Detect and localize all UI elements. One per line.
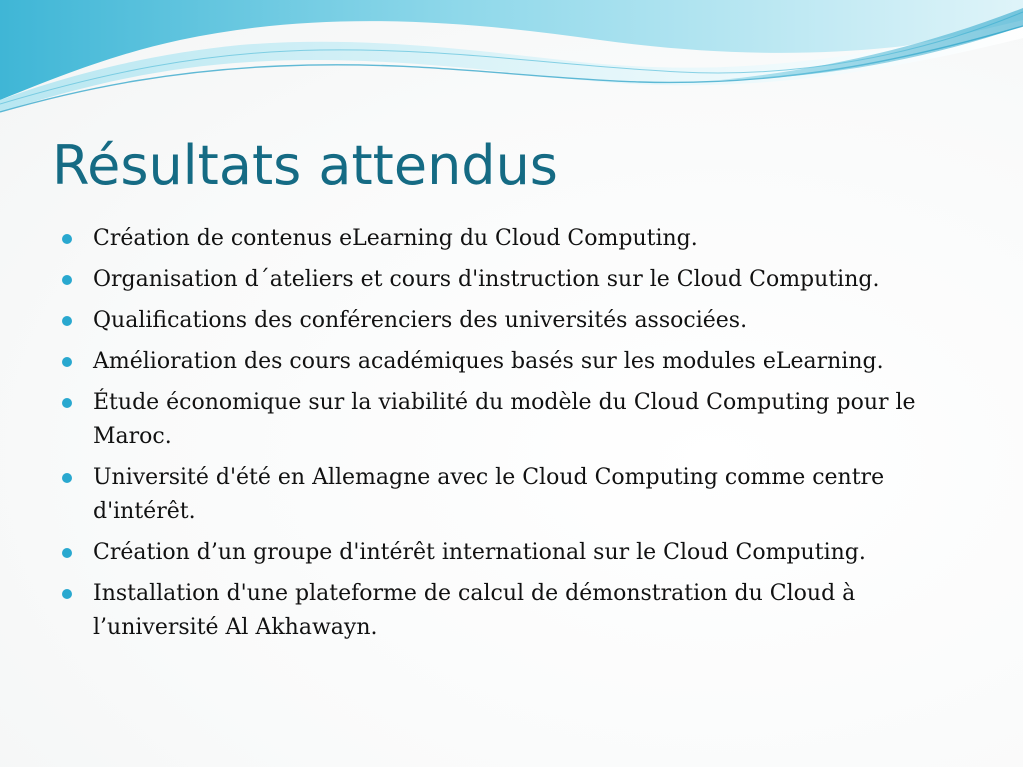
- bullet-text: Qualifications des conférenciers des universités associées.: [93, 308, 748, 333]
- bullet-text: Création de contenus eLearning du Cloud Computing.: [93, 226, 698, 251]
- bullet-dot-icon: [62, 473, 72, 483]
- bullet-dot-icon: [62, 275, 72, 285]
- bullet-item: [60, 222, 970, 256]
- bullet-item: [60, 345, 970, 379]
- bullet-text: Installation d'une plateforme de calcul de démonstration du Cloud à l’université Al Akhawayn.: [93, 581, 856, 640]
- bullet-item: [60, 386, 970, 454]
- bullet-text: Étude économique sur la viabilité du modèle du Cloud Computing pour le Maroc.: [93, 390, 916, 449]
- header-wave-decoration: [0, 0, 1023, 130]
- bullet-text: Amélioration des cours académiques basés sur les modules eLearning.: [93, 349, 884, 374]
- bullet-dot-icon: [62, 234, 72, 244]
- bullet-item: [60, 461, 970, 529]
- bullet-dot-icon: [62, 548, 72, 558]
- bullet-dot-icon: [62, 316, 72, 326]
- bullet-dot-icon: [62, 357, 72, 367]
- bullet-item: [60, 577, 970, 645]
- bullet-list: [60, 222, 970, 652]
- bullet-item: [60, 536, 970, 570]
- bullet-dot-icon: [62, 589, 72, 599]
- bullet-item: [60, 304, 970, 338]
- bullet-text: Université d'été en Allemagne avec le Cloud Computing comme centre d'intérêt.: [93, 465, 885, 524]
- bullet-text: Organisation d´ateliers et cours d'instruction sur le Cloud Computing.: [93, 267, 880, 292]
- bullet-text: Création d’un groupe d'intérêt international sur le Cloud Computing.: [93, 540, 866, 565]
- slide-title: Résultats attendus: [52, 134, 558, 197]
- bullet-item: [60, 263, 970, 297]
- bullet-dot-icon: [62, 398, 72, 408]
